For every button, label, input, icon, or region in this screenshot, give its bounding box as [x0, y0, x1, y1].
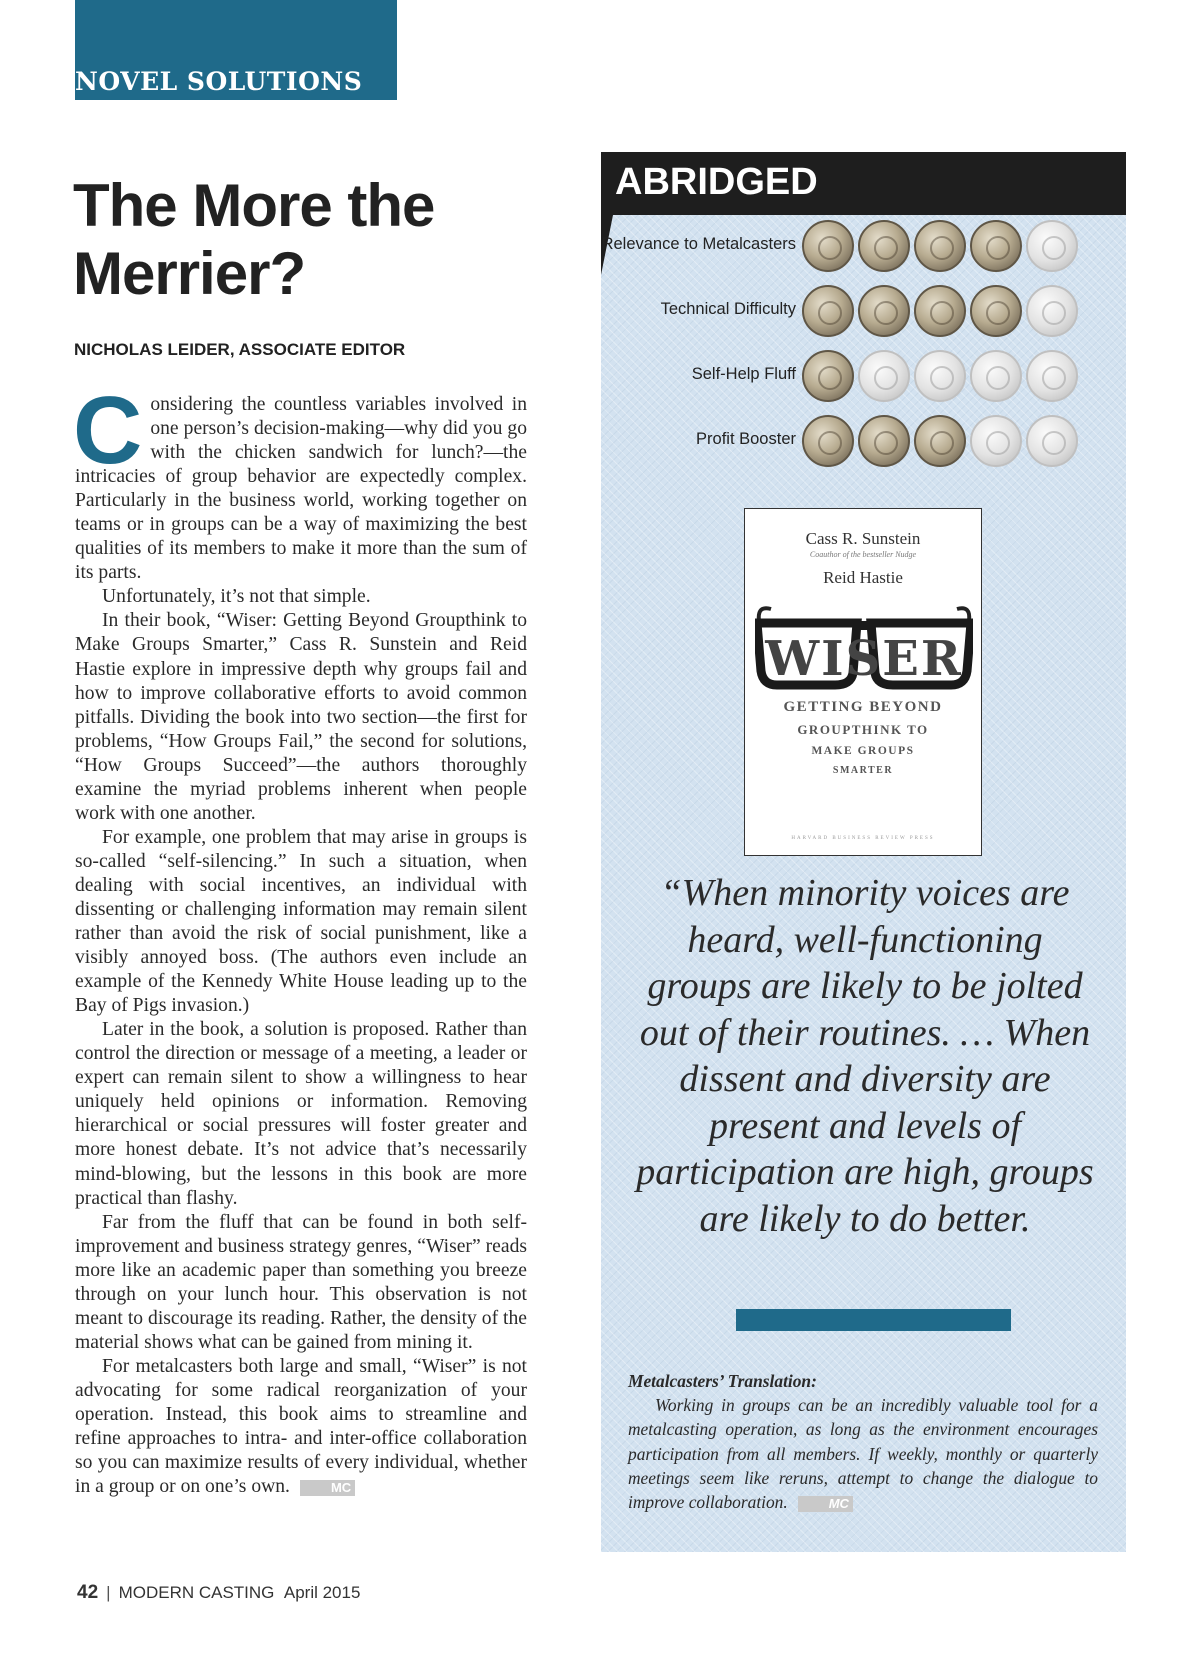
section-tag — [75, 0, 397, 100]
article-paragraph: Later in the book, a solution is proposed. Rather than control the direction or message of a meeting, a leader or expert can remain silent to show a willingness to hear uniquely held opinions or information. Removing hierarchical or social pressures will foster greater and more honest debate. It’s not advice that’s necessarily mind-blowing, but the lessons in this book are more practical than flashy. — [75, 1019, 527, 1209]
translation-box — [628, 1369, 1098, 1514]
end-mark-icon: MC — [798, 1496, 853, 1512]
translation-body: Working in groups can be an incredibly valuable tool for a metalcasting operation, as long as the environment encourages participation from all members. If weekly, monthly or quarterly meetings seem like reruns, attempt to change the dialogue to improve collaboration. MC — [628, 1395, 1098, 1513]
article-paragraph: For metalcasters both large and small, “Wiser” is not advocating for some radical reorganization of your operation. Instead, this book aims to streamline and refine approaches to intra- and inter-office collaboration so you can maximize results of every individual, whether in a group or on one’s own. MC — [75, 1355, 527, 1498]
rating-label: Profit Booster — [696, 430, 796, 448]
rating-medal-filled-icon — [858, 220, 910, 272]
rating-medal-filled-icon — [914, 285, 966, 337]
book-author-2: Reid Hastie — [823, 568, 903, 587]
article-paragraph: Considering the countless variables involved in one person’s decision-making—why did you go with the chicken sandwich for lunch?—the intricacies of group behavior are expectedly complex. Particularly in the business world, working together on teams or in groups can be a way of maximizing the best qualities of its members to make it more than the sum of its parts. — [73, 377, 527, 584]
book-publisher: HARVARD BUSINESS REVIEW PRESS — [791, 836, 935, 841]
abridged-sidebar — [601, 152, 1126, 1552]
section-label: NOVEL SOLUTIONS — [75, 67, 363, 96]
rating-medal-empty-icon — [970, 350, 1022, 402]
accent-bar — [736, 1309, 1011, 1331]
rating-row — [601, 282, 1126, 340]
rating-row — [601, 412, 1126, 470]
issue-date: April 2015 — [283, 1583, 361, 1602]
article-paragraph: For example, one problem that may arise in groups is so-called “self-silencing.” In such a situation, when dealing with social incentives, an individual with dissenting or challenging information may remain silent rather than avoid the risk of social punishment, like a visibly annoyed boss. (The authors even include an example of the Kennedy White House leading up to the Bay of Pigs invasion.) — [75, 826, 527, 1017]
book-subtitle-line: GETTING BEYOND — [783, 699, 943, 715]
rating-medal-filled-icon — [970, 220, 1022, 272]
rating-medal-empty-icon — [1026, 220, 1078, 272]
article-body — [73, 377, 527, 1499]
page-footer — [77, 1582, 360, 1604]
rating-medal-empty-icon — [914, 350, 966, 402]
book-subtitle-line: SMARTER — [832, 765, 894, 776]
end-mark-icon: MC — [300, 1480, 355, 1496]
rating-medal-filled-icon — [914, 220, 966, 272]
rating-medal-empty-icon — [1026, 285, 1078, 337]
drop-cap: C — [73, 377, 143, 484]
translation-title: Metalcasters’ Translation: — [628, 1371, 817, 1391]
rating-row — [601, 217, 1126, 275]
book-cover — [744, 508, 982, 856]
headline: The More the Merrier? — [73, 172, 435, 307]
rating-medal-filled-icon — [970, 285, 1022, 337]
footer-divider: | — [106, 1583, 111, 1602]
rating-medal-filled-icon — [802, 350, 854, 402]
sidebar-header — [601, 152, 1126, 215]
rating-row — [601, 347, 1126, 405]
book-author-1: Cass R. Sunstein — [805, 529, 921, 548]
article-paragraph: Unfortunately, it’s not that simple. — [102, 586, 371, 608]
rating-medal-empty-icon — [1026, 415, 1078, 467]
article-paragraph: Far from the fluff that can be found in both self-improvement and business strategy genres, “Wiser” reads more like an academic paper than something you breeze through on your lunch hour. This observation is not meant to discourage its reading. Rather, the density of the material shows what can be gained from mining it. — [75, 1211, 527, 1353]
book-author-credit: Coauthor of the bestseller Nudge — [809, 550, 917, 559]
rating-label: Relevance to Metalcasters — [601, 235, 796, 253]
sidebar-title: ABRIDGED — [615, 161, 818, 203]
rating-medal-filled-icon — [914, 415, 966, 467]
pull-quote: “When minority voices are heard, well-functioning groups are likely to be jolted out of their routines. … When dissent and diversity are present and levels of participation are high, groups are likely to do better. — [636, 872, 1094, 1240]
magazine-name: MODERN CASTING — [118, 1583, 275, 1602]
rating-medal-empty-icon — [1026, 350, 1078, 402]
rating-medal-empty-icon — [970, 415, 1022, 467]
article-paragraph: In their book, “Wiser: Getting Beyond Groupthink to Make Groups Smarter,” Cass R. Sunstein and Reid Hastie explore in impressive depth why groups fail and how to improve collaborative efforts to avoid common pitfalls. Dividing the book into two section—the first for problems, “How Groups Fail,” the second for solutions, “How Groups Succeed”—the authors thoroughly examine the myriad problems inherent when people work with one another. — [75, 610, 527, 824]
rating-medal-filled-icon — [858, 415, 910, 467]
book-subtitle-line: MAKE GROUPS — [811, 745, 915, 757]
book-title: WISER — [765, 631, 963, 687]
rating-medal-filled-icon — [802, 285, 854, 337]
byline: NICHOLAS LEIDER, ASSOCIATE EDITOR — [74, 340, 406, 359]
rating-medal-filled-icon — [802, 415, 854, 467]
page-number: 42 — [77, 1582, 99, 1603]
rating-label: Technical Difficulty — [660, 300, 796, 318]
rating-medal-empty-icon — [858, 350, 910, 402]
rating-medal-filled-icon — [802, 220, 854, 272]
book-subtitle-line: GROUPTHINK TO — [797, 722, 929, 737]
rating-medal-filled-icon — [858, 285, 910, 337]
glasses-title-icon — [755, 601, 973, 697]
rating-label: Self-Help Fluff — [691, 365, 796, 383]
